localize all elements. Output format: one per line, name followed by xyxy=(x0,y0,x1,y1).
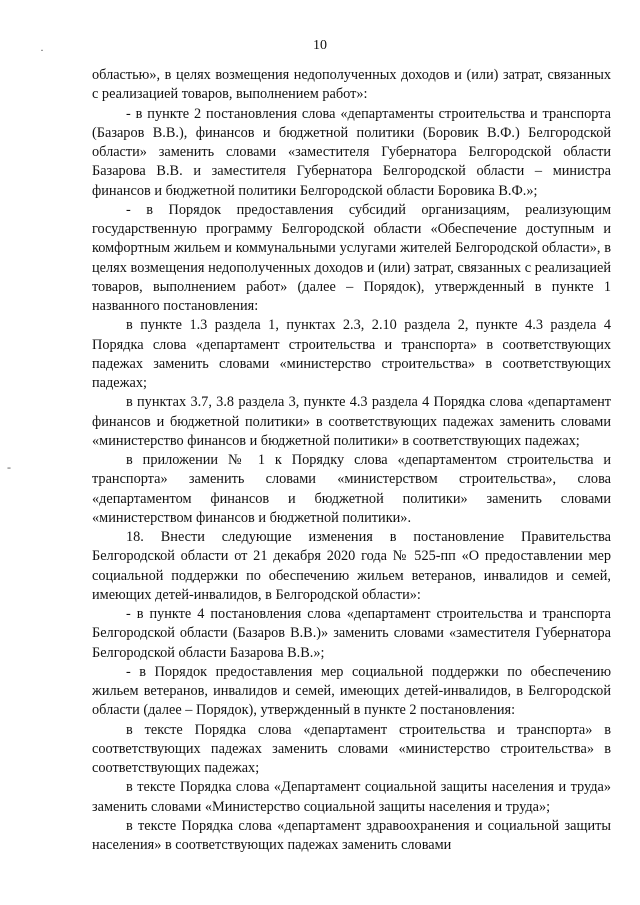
paragraph: в пункте 1.3 раздела 1, пунктах 2.3, 2.10 раздела 2, пункте 4.3 раздела 4 Порядка слова «департамент строительства и транспорта» в соответствующих падежах заменить словами «министерство строительства» в соответствующих падежах; xyxy=(92,317,611,391)
scan-mark: - xyxy=(7,460,11,474)
paragraph: в тексте Порядка слова «департамент строительства и транспорта» в соответствующих падежах заменить словами «министерство строительства» в соответствующих падежах; xyxy=(92,721,611,776)
paragraph: - в пункте 2 постановления слова «департаменты строительства и транспорта (Базаров В.В.), финансов и бюджетной политики (Боровик В.Ф.) Белгородской области» заменить словами «заместителя Губернатора Белгородской области Базарова В.В. и заместителя Губернатора Белгородской области – министра финансов и бюджетной политики Белгородской области Боровика В.Ф.»; xyxy=(92,105,611,199)
paragraph: - в Порядок предоставления субсидий организациям, реализующим государственную программу Белгородской области «Обеспечение доступным и комфортным жильем и коммунальными услугами жителей Белгородской области», в целях возмещения недополученных доходов и (или) затрат, связанных с реализацией товаров, выполнением работ» (далее – Порядок), утвержденный в пункте 1 названного постановления: xyxy=(92,201,611,314)
page-number: 10 xyxy=(313,38,327,53)
document-body xyxy=(92,66,611,855)
paragraph: в тексте Порядка слова «Департамент социальной защиты населения и труда» заменить словами «Министерство социальной защиты населения и труда»; xyxy=(92,779,611,815)
paragraph: в пунктах 3.7, 3.8 раздела 3, пункте 4.3 раздела 4 Порядка слова «департамент финансов и бюджетной политики» в соответствующих падежах заменить словами «министерство финансов и бюджетной политики» в соответствующих падежах; xyxy=(92,394,611,449)
paragraph: 18. Внести следующие изменения в постановление Правительства Белгородской области от 21 декабря 2020 года № 525-пп «О предоставлении мер социальной поддержки по обеспечению жильем ветеранов, инвалидов и семей, имеющих детей-инвалидов, в Белгородской области»: xyxy=(92,529,611,603)
scan-mark: · xyxy=(40,43,44,57)
paragraph: областью», в целях возмещения недополученных доходов и (или) затрат, связанных с реализацией товаров, выполнением работ»: xyxy=(92,67,611,103)
paragraph: - в Порядок предоставления мер социальной поддержки по обеспечению жильем ветеранов, инвалидов и семей, имеющих детей-инвалидов, в Белгородской области (далее – Порядок), утвержденный в пункте 2 постановления: xyxy=(92,663,611,719)
paragraph: в тексте Порядка слова «департамент здравоохранения и социальной защиты населения» в соответствующих падежах заменить словами xyxy=(92,817,611,853)
paragraph: в приложении № 1 к Порядку слова «департаментом строительства и транспорта» заменить словами «министерством строительства», слова «департаментом финансов и бюджетной политики» заменить словами «министерством финансов и бюджетной политики». xyxy=(92,452,611,526)
paragraph: - в пункте 4 постановления слова «департамент строительства и транспорта Белгородской области (Базаров В.В.)» заменить словами «заместителя Губернатора Белгородской области Базарова В.В.»; xyxy=(92,606,611,661)
